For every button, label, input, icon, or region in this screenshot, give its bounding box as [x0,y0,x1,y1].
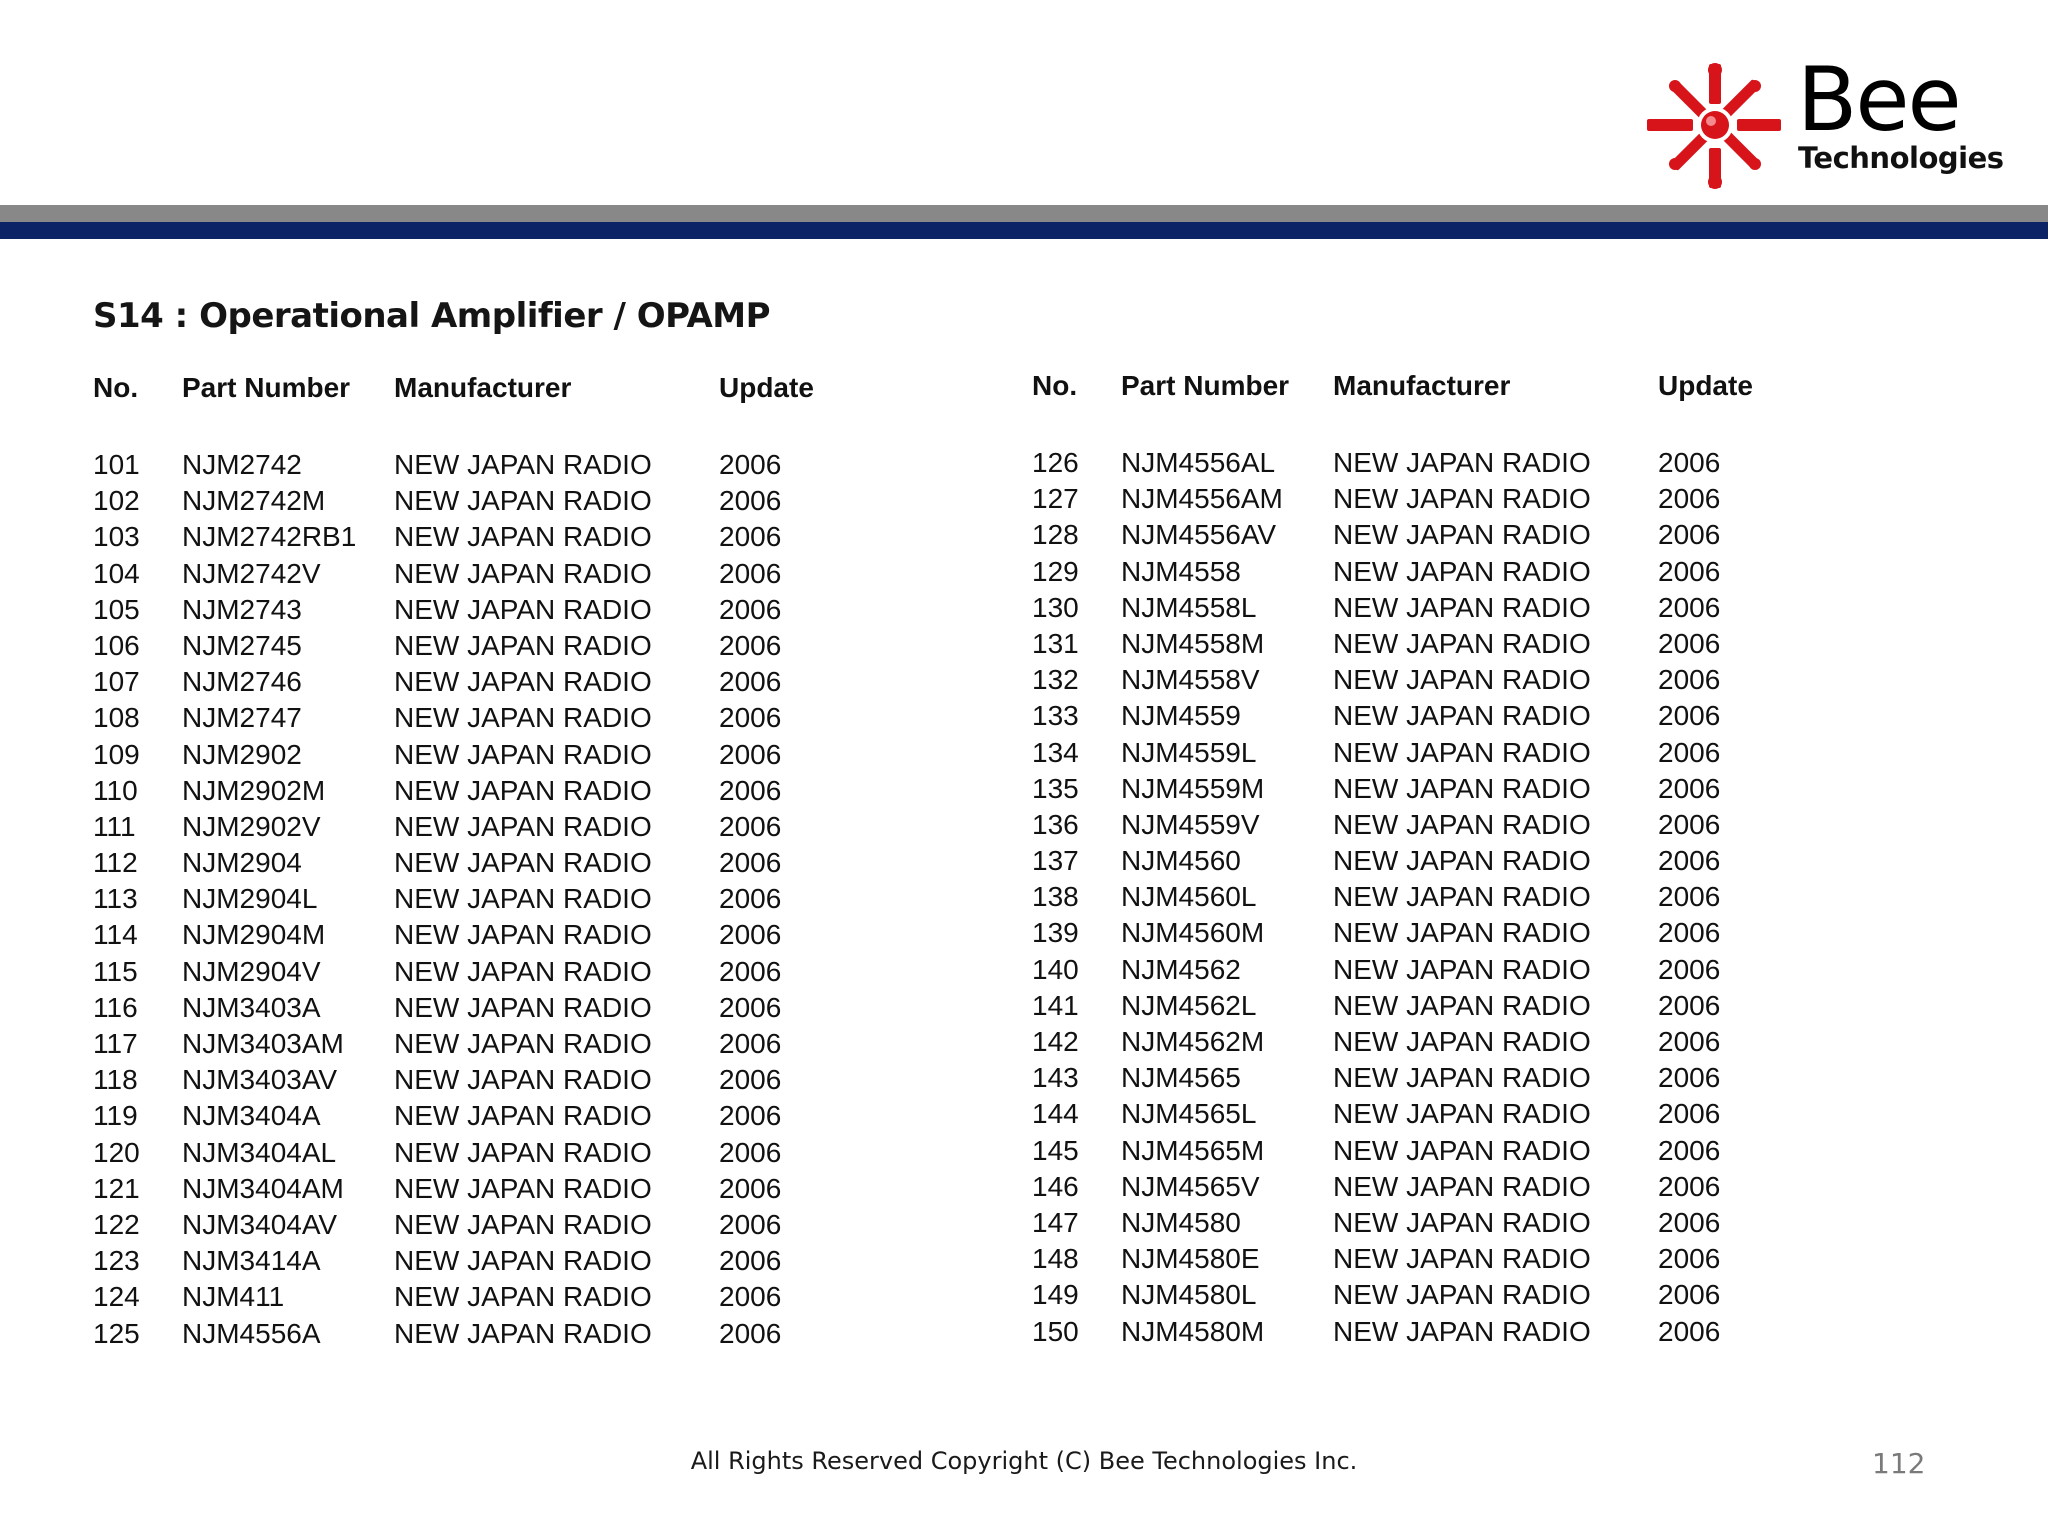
cell-part-number: NJM3404A [182,1100,321,1132]
cell-update: 2006 [719,847,782,879]
cell-part-number: NJM2742V [182,557,321,589]
cell-no: 123 [93,1245,140,1277]
cell-update: 2006 [1658,700,1721,732]
cell-part-number: NJM2904V [182,955,321,987]
cell-manufacturer: NEW JAPAN RADIO [1333,1315,1591,1347]
table-row [93,954,839,990]
cell-part-number: NJM4556AV [1121,519,1277,551]
table-row [93,1135,839,1171]
cell-manufacturer: NEW JAPAN RADIO [394,1028,652,1059]
cell-no: 110 [93,774,138,806]
cell-part-number: NJM4560 [1121,845,1241,877]
cell-no: 122 [93,1208,140,1240]
header-no: No. [93,372,139,403]
cell-manufacturer: NEW JAPAN RADIO [394,774,652,806]
bee-starburst-icon [1645,62,1785,192]
cell-no: 146 [1032,1170,1079,1202]
cell-no: 138 [1032,881,1079,913]
table-row [93,990,839,1026]
cell-update: 2006 [1658,555,1721,587]
header-update: Update [719,372,814,403]
table-row [93,1243,839,1279]
table-row [1032,554,1778,590]
cell-update: 2006 [719,593,782,625]
cell-no: 126 [1032,447,1079,478]
cell-no: 131 [1032,627,1079,659]
cell-part-number: NJM4562M [1121,1026,1265,1057]
table-row [93,773,839,809]
cell-part-number: NJM4558V [1121,664,1260,696]
cell-part-number: NJM411 [182,1281,285,1313]
table-row [1032,1024,1778,1060]
cell-manufacturer: NEW JAPAN RADIO [394,1136,652,1168]
cell-part-number: NJM2904 [182,847,302,879]
cell-no: 103 [93,521,140,553]
cell-manufacturer: NEW JAPAN RADIO [1333,953,1591,985]
cell-no: 135 [1032,772,1079,804]
header-part-number: Part Number [1121,370,1290,401]
table-row [1032,915,1778,951]
table-row [1032,698,1778,734]
cell-update: 2006 [1658,845,1721,877]
cell-manufacturer: NEW JAPAN RADIO [394,1317,652,1349]
parts-table-right [1032,370,1778,1350]
cell-manufacturer: NEW JAPAN RADIO [394,1064,652,1096]
cell-no: 116 [93,991,138,1023]
cell-update: 2006 [1658,1279,1721,1311]
cell-part-number: NJM2904L [182,883,318,915]
table-row [93,1316,839,1352]
cell-update: 2006 [719,955,782,987]
cell-update: 2006 [719,738,782,770]
table-row [1032,988,1778,1024]
cell-part-number: NJM2742M [182,485,326,517]
cell-part-number: NJM4559 [1121,700,1241,732]
cell-manufacturer: NEW JAPAN RADIO [1333,845,1591,877]
cell-update: 2006 [719,883,782,915]
cell-manufacturer: NEW JAPAN RADIO [394,449,652,480]
table-header-left [93,372,839,412]
table-row [93,809,839,845]
cell-no: 141 [1032,989,1079,1021]
cell-update: 2006 [1658,917,1721,949]
cell-manufacturer: NEW JAPAN RADIO [1333,989,1591,1021]
cell-part-number: NJM2742RB1 [182,521,357,553]
cell-manufacturer: NEW JAPAN RADIO [1333,483,1591,515]
cell-no: 117 [93,1028,138,1059]
table-row [93,556,839,592]
cell-manufacturer: NEW JAPAN RADIO [394,810,652,842]
table-row [1032,517,1778,553]
cell-manufacturer: NEW JAPAN RADIO [1333,519,1591,551]
table-row [1032,771,1778,807]
cell-part-number: NJM4558M [1121,627,1265,659]
table-row [93,664,839,700]
table-row [93,881,839,917]
cell-part-number: NJM2745 [182,629,302,661]
cell-part-number: NJM4565 [1121,1062,1241,1094]
cell-part-number: NJM3404AM [182,1172,344,1204]
cell-part-number: NJM2904M [182,919,326,951]
cell-no: 114 [93,919,138,951]
cell-no: 144 [1032,1098,1079,1130]
table-row [93,917,839,953]
table-row [1032,1096,1778,1132]
cell-update: 2006 [719,485,782,517]
cell-manufacturer: NEW JAPAN RADIO [394,955,652,987]
cell-no: 148 [1032,1243,1079,1275]
cell-no: 121 [93,1172,140,1204]
cell-no: 111 [93,810,136,842]
cell-update: 2006 [1658,447,1721,478]
table-row [1032,843,1778,879]
cell-update: 2006 [1658,591,1721,623]
cell-part-number: NJM3404AV [182,1208,338,1240]
cell-update: 2006 [1658,1206,1721,1238]
cell-no: 134 [1032,736,1079,768]
footer-copyright: All Rights Reserved Copyright (C) Bee Technologies Inc. [690,1447,1358,1475]
cell-part-number: NJM2902V [182,810,321,842]
cell-part-number: NJM3414A [182,1245,321,1277]
cell-no: 105 [93,593,140,625]
cell-no: 127 [1032,483,1079,515]
cell-update: 2006 [1658,1134,1721,1166]
cell-part-number: NJM4556AL [1121,447,1276,478]
cell-manufacturer: NEW JAPAN RADIO [394,1208,652,1240]
cell-no: 147 [1032,1206,1079,1238]
header-manufacturer: Manufacturer [394,372,572,403]
table-row [1032,1241,1778,1277]
cell-manufacturer: NEW JAPAN RADIO [1333,917,1591,949]
table-row [1032,1169,1778,1205]
cell-manufacturer: NEW JAPAN RADIO [394,883,652,915]
brand-name: Bee [1797,48,1960,151]
cell-no: 136 [1032,808,1079,840]
cell-no: 128 [1032,519,1079,551]
cell-update: 2006 [719,1064,782,1096]
table-row [1032,879,1778,915]
cell-update: 2006 [1658,1243,1721,1275]
cell-no: 150 [1032,1315,1079,1347]
cell-manufacturer: NEW JAPAN RADIO [394,557,652,589]
table-row [1032,1277,1778,1313]
cell-update: 2006 [719,702,782,734]
cell-manufacturer: NEW JAPAN RADIO [394,702,652,734]
cell-part-number: NJM3403A [182,991,321,1023]
table-row [93,1171,839,1207]
cell-manufacturer: NEW JAPAN RADIO [394,593,652,625]
cell-manufacturer: NEW JAPAN RADIO [1333,881,1591,913]
cell-update: 2006 [1658,1026,1721,1057]
cell-part-number: NJM4565L [1121,1098,1257,1130]
table-row [1032,481,1778,517]
cell-part-number: NJM4580E [1121,1243,1260,1275]
cell-no: 107 [93,666,140,698]
table-row [1032,1314,1778,1350]
cell-update: 2006 [1658,953,1721,985]
cell-no: 124 [93,1281,140,1313]
cell-no: 115 [93,955,138,987]
cell-part-number: NJM4559V [1121,808,1260,840]
cell-part-number: NJM4559L [1121,736,1257,768]
cell-manufacturer: NEW JAPAN RADIO [1333,627,1591,659]
cell-manufacturer: NEW JAPAN RADIO [1333,1279,1591,1311]
cell-manufacturer: NEW JAPAN RADIO [1333,772,1591,804]
cell-no: 120 [93,1136,140,1168]
cell-part-number: NJM3404AL [182,1136,337,1168]
table-body-right [1032,445,1778,1350]
table-row [1032,1133,1778,1169]
cell-no: 102 [93,485,140,517]
cell-no: 104 [93,557,140,589]
cell-update: 2006 [1658,1062,1721,1094]
cell-update: 2006 [719,1317,782,1349]
cell-update: 2006 [719,629,782,661]
cell-part-number: NJM4580L [1121,1279,1257,1311]
table-row [1032,445,1778,481]
cell-update: 2006 [1658,483,1721,515]
cell-part-number: NJM2742 [182,449,302,480]
table-row [93,1279,839,1315]
table-row [93,1098,839,1134]
table-row [1032,1060,1778,1096]
brand-subtitle: Technologies [1798,141,2004,175]
cell-no: 133 [1032,700,1079,732]
cell-update: 2006 [1658,881,1721,913]
table-row [93,845,839,881]
header-band-navy [0,222,2048,239]
cell-part-number: NJM2902M [182,774,326,806]
cell-no: 112 [93,847,138,879]
cell-part-number: NJM2743 [182,593,302,625]
cell-update: 2006 [1658,627,1721,659]
cell-update: 2006 [1658,1315,1721,1347]
cell-update: 2006 [719,991,782,1023]
cell-part-number: NJM4558 [1121,555,1241,587]
cell-manufacturer: NEW JAPAN RADIO [1333,1243,1591,1275]
cell-no: 145 [1032,1134,1079,1166]
header-part-number: Part Number [182,372,351,403]
table-row [93,447,839,483]
table-row [93,519,839,555]
parts-table-left [93,372,839,1352]
table-row [1032,952,1778,988]
section-title: S14 : Operational Amplifier / OPAMP [93,296,771,336]
table-row [93,737,839,773]
table-row [93,1026,839,1062]
table-row [1032,807,1778,843]
cell-no: 109 [93,738,140,770]
table-body-left [93,447,839,1352]
cell-part-number: NJM4560M [1121,917,1265,949]
cell-no: 149 [1032,1279,1079,1311]
table-row [93,1062,839,1098]
cell-no: 139 [1032,917,1079,949]
header-manufacturer: Manufacturer [1333,370,1511,401]
cell-update: 2006 [719,1245,782,1277]
cell-update: 2006 [1658,736,1721,768]
table-row [1032,1205,1778,1241]
cell-no: 119 [93,1100,138,1132]
cell-update: 2006 [1658,519,1721,551]
cell-part-number: NJM4580M [1121,1315,1265,1347]
cell-part-number: NJM3403AM [182,1028,344,1059]
cell-update: 2006 [1658,664,1721,696]
cell-no: 118 [93,1064,138,1096]
cell-update: 2006 [719,521,782,553]
table-row [1032,590,1778,626]
cell-manufacturer: NEW JAPAN RADIO [1333,1206,1591,1238]
page-number: 112 [1872,1447,1926,1480]
table-row [93,592,839,628]
cell-manufacturer: NEW JAPAN RADIO [1333,447,1591,478]
cell-update: 2006 [719,1172,782,1204]
cell-update: 2006 [1658,1098,1721,1130]
cell-manufacturer: NEW JAPAN RADIO [394,919,652,951]
cell-no: 108 [93,702,140,734]
cell-manufacturer: NEW JAPAN RADIO [394,847,652,879]
table-row [93,700,839,736]
cell-update: 2006 [719,810,782,842]
cell-part-number: NJM2747 [182,702,302,734]
cell-update: 2006 [1658,989,1721,1021]
cell-update: 2006 [719,666,782,698]
cell-manufacturer: NEW JAPAN RADIO [1333,555,1591,587]
cell-manufacturer: NEW JAPAN RADIO [394,666,652,698]
cell-manufacturer: NEW JAPAN RADIO [1333,1134,1591,1166]
cell-update: 2006 [719,1028,782,1059]
cell-update: 2006 [719,919,782,951]
header-update: Update [1658,370,1753,401]
cell-part-number: NJM3403AV [182,1064,338,1096]
cell-part-number: NJM4560L [1121,881,1257,913]
cell-part-number: NJM2902 [182,738,302,770]
cell-no: 132 [1032,664,1079,696]
cell-manufacturer: NEW JAPAN RADIO [1333,808,1591,840]
table-row [93,628,839,664]
header-band-gray [0,205,2048,222]
table-row [93,1207,839,1243]
cell-manufacturer: NEW JAPAN RADIO [1333,700,1591,732]
cell-manufacturer: NEW JAPAN RADIO [394,1245,652,1277]
cell-manufacturer: NEW JAPAN RADIO [1333,1026,1591,1057]
cell-no: 101 [93,449,140,480]
cell-manufacturer: NEW JAPAN RADIO [1333,664,1591,696]
cell-part-number: NJM4565V [1121,1170,1260,1202]
cell-no: 143 [1032,1062,1079,1094]
cell-manufacturer: NEW JAPAN RADIO [394,1100,652,1132]
table-header-right [1032,370,1778,410]
table-row [93,483,839,519]
cell-update: 2006 [719,557,782,589]
cell-update: 2006 [719,1208,782,1240]
cell-manufacturer: NEW JAPAN RADIO [1333,591,1591,623]
cell-no: 106 [93,629,140,661]
cell-no: 130 [1032,591,1079,623]
cell-part-number: NJM4562L [1121,989,1257,1021]
cell-manufacturer: NEW JAPAN RADIO [1333,736,1591,768]
cell-manufacturer: NEW JAPAN RADIO [394,521,652,553]
cell-manufacturer: NEW JAPAN RADIO [394,485,652,517]
cell-no: 140 [1032,953,1079,985]
cell-manufacturer: NEW JAPAN RADIO [1333,1062,1591,1094]
bee-technologies-logo [1645,48,2004,192]
cell-update: 2006 [719,449,782,480]
cell-no: 129 [1032,555,1079,587]
cell-update: 2006 [719,1281,782,1313]
cell-part-number: NJM4558L [1121,591,1257,623]
header-no: No. [1032,370,1078,401]
cell-manufacturer: NEW JAPAN RADIO [1333,1098,1591,1130]
cell-part-number: NJM4580 [1121,1206,1241,1238]
cell-update: 2006 [1658,1170,1721,1202]
cell-part-number: NJM4559M [1121,772,1265,804]
cell-no: 125 [93,1317,140,1349]
cell-manufacturer: NEW JAPAN RADIO [394,1172,652,1204]
cell-update: 2006 [1658,808,1721,840]
cell-part-number: NJM4562 [1121,953,1241,985]
cell-manufacturer: NEW JAPAN RADIO [394,1281,652,1313]
cell-update: 2006 [719,1136,782,1168]
cell-update: 2006 [719,1100,782,1132]
cell-no: 113 [93,883,138,915]
cell-part-number: NJM4556AM [1121,483,1283,515]
cell-no: 137 [1032,845,1079,877]
table-row [1032,662,1778,698]
cell-update: 2006 [719,774,782,806]
cell-manufacturer: NEW JAPAN RADIO [1333,1170,1591,1202]
cell-manufacturer: NEW JAPAN RADIO [394,738,652,770]
cell-manufacturer: NEW JAPAN RADIO [394,629,652,661]
cell-no: 142 [1032,1026,1079,1057]
cell-part-number: NJM2746 [182,666,302,698]
table-row [1032,735,1778,771]
cell-part-number: NJM4556A [182,1317,321,1349]
cell-manufacturer: NEW JAPAN RADIO [394,991,652,1023]
table-row [1032,626,1778,662]
cell-part-number: NJM4565M [1121,1134,1265,1166]
cell-update: 2006 [1658,772,1721,804]
